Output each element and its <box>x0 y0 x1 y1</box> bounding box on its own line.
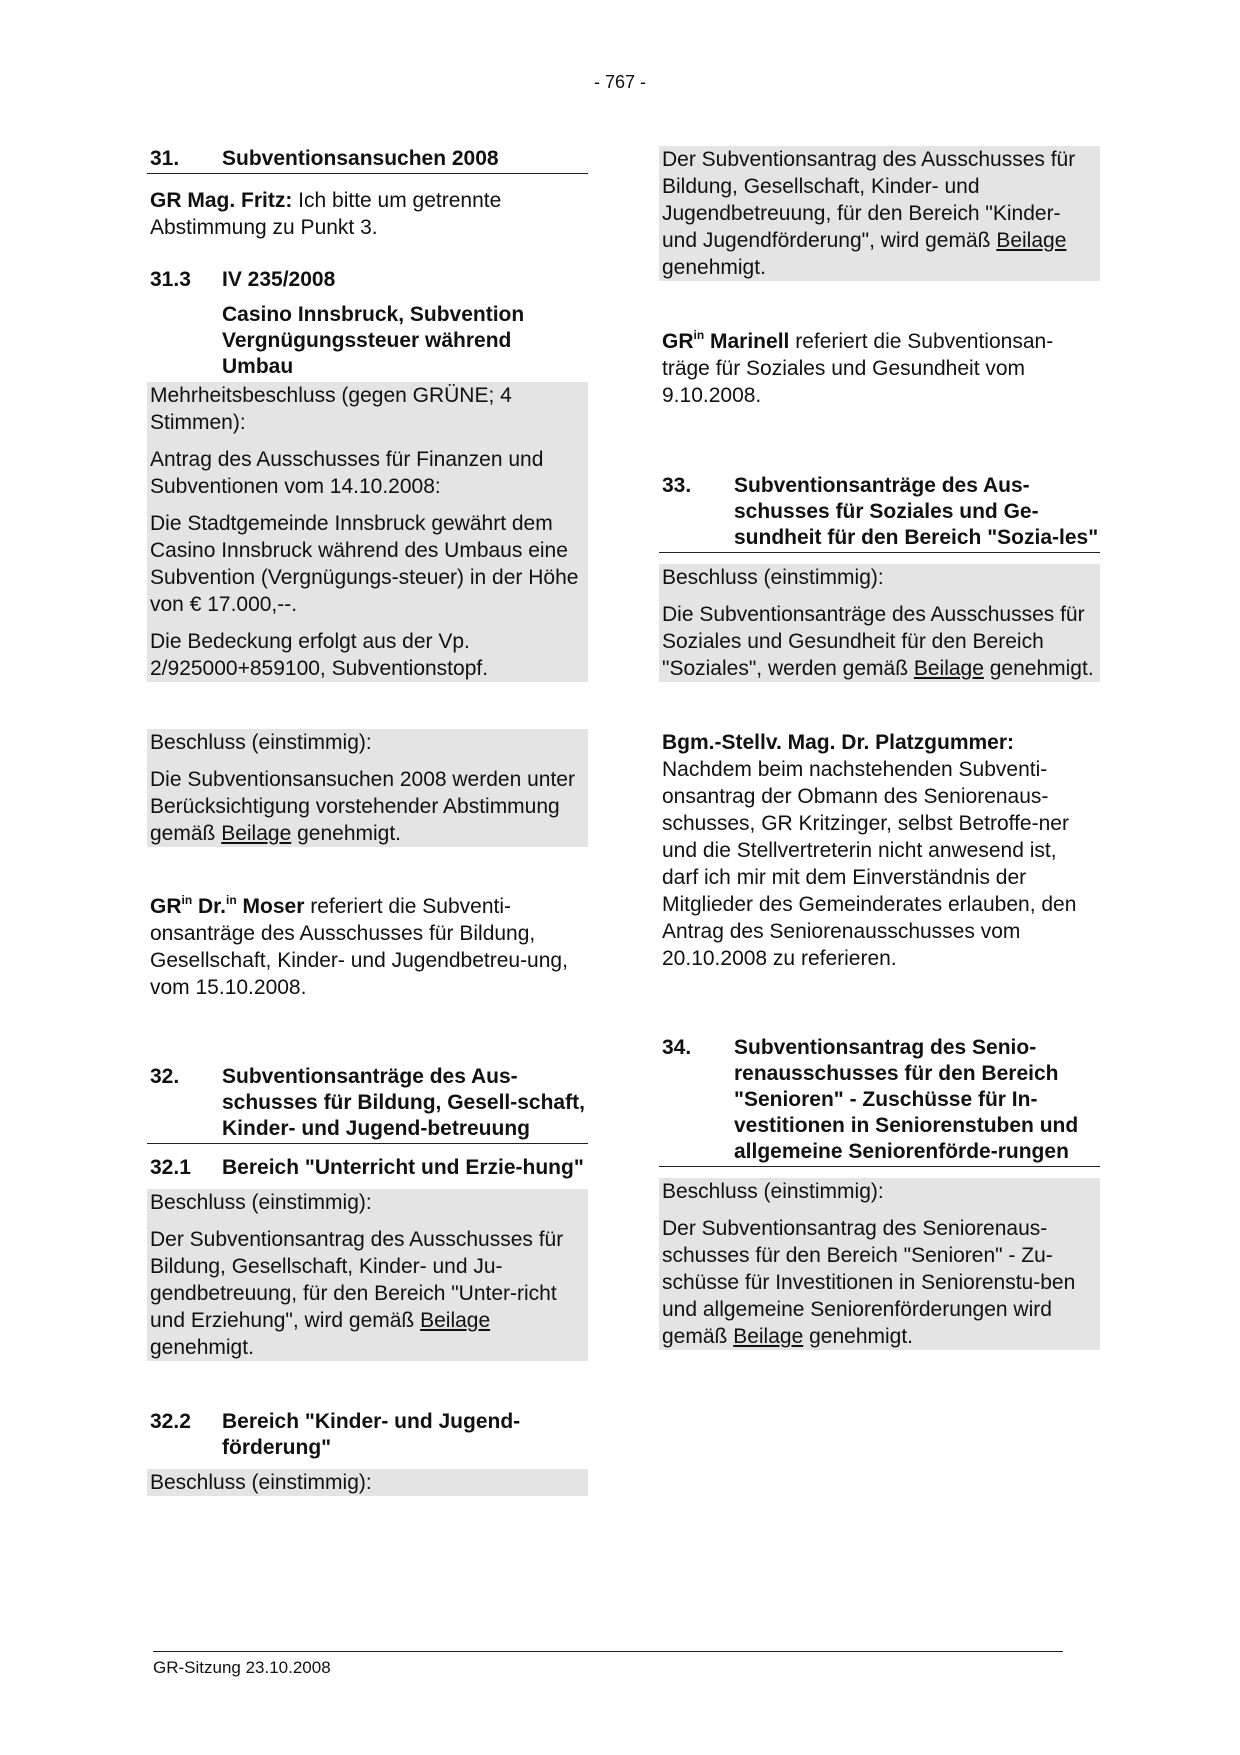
marinell-report <box>659 328 1100 409</box>
moser-report <box>147 893 588 1001</box>
fritz-statement <box>147 187 588 241</box>
section-34-heading <box>659 1035 1100 1167</box>
resolution-text: Die Subventionsanträge des Ausschusses für Soziales und Gesundheit für den Bereich "Soziales", werden gemäß Beilage genehmigt. <box>659 591 1100 682</box>
resolution-text: Der Subventionsantrag des Ausschusses für Bildung, Gesellschaft, Kinder- und Ju-gendbetreuung, für den Bereich "Unter-richt und Erziehung", wird gemäß Beilage genehmigt. <box>147 1216 588 1361</box>
section-32-2-heading <box>147 1409 588 1461</box>
section-number: 32.1 <box>150 1156 191 1179</box>
section-31-heading <box>147 146 588 174</box>
section-title: Bereich "Kinder- und Jugend-förderung" <box>222 1410 521 1459</box>
section-33-heading <box>659 473 1100 553</box>
section-31-result <box>147 729 588 847</box>
vote-label: Beschluss (einstimmig): <box>659 564 1100 591</box>
speaker-name: $GR^{in}$ Marinell <box>662 328 790 353</box>
beilage-link[interactable]: Beilage <box>420 1309 491 1332</box>
section-title: Subventionsansuchen 2008 <box>222 147 499 170</box>
section-title: Subventionsantrag des Senio-renausschusses für den Bereich "Senioren" - Zuschüsse für In-vestitionen in Seniorenstuben und allgemeine Seniorenförde-rungen <box>734 1036 1079 1163</box>
report-text: referiert die Subventionsan-träge für Soziales und Gesundheit vom 9.10.2008. <box>662 330 1054 407</box>
section-32-1-resolution <box>147 1189 588 1361</box>
beilage-link[interactable]: Beilage <box>996 229 1067 252</box>
statement-text: Nachdem beim nachstehenden Subventi-onsantrag der Obmann des Seniorenaus-schusses, GR Kritzinger, selbst Betroffe-ner und die Stellvertreterin nicht anwesend ist, darf ich mir mit dem Einverständnis der Mitglieder des Gemeinderates erlauben, den Antrag des Seniorenausschusses vom 20.10.2008 zu referieren. <box>662 758 1077 970</box>
resolution-text: Die Subventionsansuchen 2008 werden unter Berücksichtigung vorstehender Abstimmung gemäß Beilage genehmigt. <box>147 756 588 847</box>
right-column <box>659 146 1100 1350</box>
page-number: - 767 - <box>593 72 647 92</box>
section-32-1-heading <box>147 1155 588 1181</box>
section-number: 31.3 <box>150 268 191 291</box>
beilage-link[interactable]: Beilage <box>913 657 984 680</box>
speaker-name: GR Mag. Fritz: <box>150 189 293 212</box>
coverage-text: Die Bedeckung erfolgt aus der Vp. 2/925000+859100, Subventionstopf. <box>147 618 588 682</box>
section-title: Subventionsanträge des Aus-schusses für Bildung, Gesell-schaft, Kinder- und Jugend-betreuung <box>222 1065 585 1140</box>
section-32-2-resolution-text: Der Subventionsantrag des Ausschusses für Bildung, Gesellschaft, Kinder- und Jugendbetreuung, für den Bereich "Kinder- und Jugendförderung", wird gemäß Beilage genehmigt. <box>659 146 1100 281</box>
section-number: 32. <box>150 1065 180 1088</box>
beilage-link[interactable]: Beilage <box>221 822 292 845</box>
vote-label: Beschluss (einstimmig): <box>659 1178 1100 1205</box>
speaker-name: $GR^{in}$ Dr.$^{in}$ Moser <box>150 893 305 918</box>
resolution-text: Der Subventionsantrag des Seniorenaus-schusses für den Bereich "Senioren" - Zu-schüsse für Investitionen in Seniorenstu-ben und allgemeine Seniorenförderungen wird gemäß Beilage genehmigt. <box>659 1205 1100 1350</box>
section-title: Subventionsanträge des Aus-schusses für Soziales und Ge-sundheit für den Bereich "Sozia-les" <box>734 474 1099 549</box>
section-32-heading <box>147 1064 588 1144</box>
section-33-resolution <box>659 564 1100 682</box>
section-31-3-subtitle: Casino Innsbruck, Subvention Vergnügungssteuer während Umbau <box>222 303 525 378</box>
vote-label: Beschluss (einstimmig): <box>147 729 588 756</box>
platzgummer-statement <box>659 729 1100 972</box>
section-31-3-resolution <box>147 382 588 682</box>
section-number: 32.2 <box>150 1410 191 1433</box>
motion-text: Antrag des Ausschusses für Finanzen und Subventionen vom 14.10.2008: <box>147 436 588 500</box>
vote-label: Mehrheitsbeschluss (gegen GRÜNE; 4 Stimmen): <box>147 382 588 436</box>
section-number: 31. <box>150 147 180 170</box>
section-34-resolution <box>659 1178 1100 1350</box>
section-31-3-heading <box>147 267 588 293</box>
report-text: referiert die Subventi-onsanträge des Ausschusses für Bildung, Gesellschaft, Kinder- und Jugendbetreu-ung, vom 15.10.2008. <box>150 895 568 999</box>
speaker-name: Bgm.-Stellv. Mag. Dr. Platzgummer: <box>662 731 1015 754</box>
section-title: IV 235/2008 <box>222 268 336 291</box>
vote-label: Beschluss (einstimmig): <box>147 1469 588 1496</box>
section-title: Bereich "Unterricht und Erzie-hung" <box>222 1156 584 1179</box>
vote-label: Beschluss (einstimmig): <box>147 1189 588 1216</box>
beilage-link[interactable]: Beilage <box>733 1325 804 1348</box>
section-32-2-vote <box>147 1469 588 1496</box>
section-number: 34. <box>662 1036 692 1059</box>
section-number: 33. <box>662 474 692 497</box>
statement-text: Ich bitte um getrennte Abstimmung zu Punkt 3. <box>150 189 502 239</box>
left-column <box>147 146 588 1496</box>
resolution-text: Die Stadtgemeinde Innsbruck gewährt dem Casino Innsbruck während des Umbaus eine Subvention (Vergnügungs-steuer) in der Höhe von € 17.000,--. <box>147 500 588 618</box>
page-footer: GR-Sitzung 23.10.2008 <box>153 1651 1063 1678</box>
